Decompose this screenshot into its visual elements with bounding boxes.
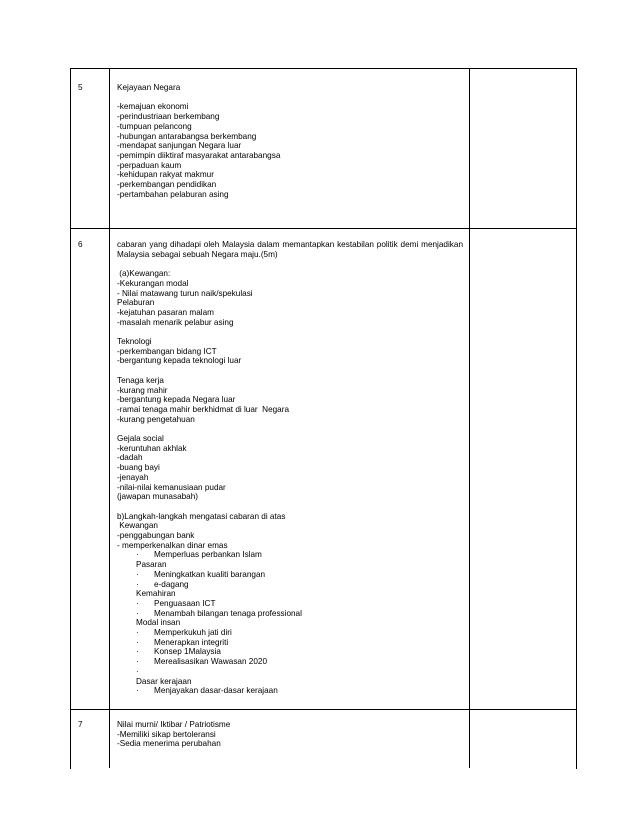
row-number-7: 7 — [78, 720, 83, 729]
list-item: -kemajuan ekonomi — [117, 102, 189, 112]
list-item: -kurang pengetahuan — [117, 414, 195, 424]
row-number-6: 6 — [78, 240, 83, 249]
bullet-item: · Menerapkan integriti — [136, 637, 229, 647]
list-item: -kejatuhan pasaran malam — [117, 307, 214, 317]
list-item: -kehidupan rakyat makmur — [117, 170, 214, 180]
subheading: Dasar kerajaan — [136, 676, 192, 686]
bullet-item: · Memperkukuh jati diri — [136, 628, 232, 638]
list-item: - memperkenalkan dinar emas — [117, 540, 228, 550]
bullet-item: · Meningkatkan kualiti barangan — [136, 569, 266, 579]
list-item: -bergantung kepada Negara luar — [117, 395, 236, 405]
row-number-5: 5 — [78, 83, 83, 92]
list-item: -perkembangan pendidikan — [117, 180, 217, 190]
list-item: Kewangan — [117, 521, 158, 531]
subheading: Pasaran — [136, 560, 167, 570]
subheading: Modal insan — [136, 618, 181, 628]
bullet-item: · Penguasaan ICT — [136, 598, 216, 608]
list-item: -perindustriaan berkembang — [117, 112, 220, 122]
row-divider-2 — [70, 709, 576, 710]
list-item: -masalah menarik pelabur asing — [117, 317, 234, 327]
list-item: -penggabungan bank — [117, 531, 195, 541]
list-item: -Sedia menerima perubahan — [117, 739, 221, 749]
list-item: Teknologi — [117, 337, 152, 346]
list-item: -kurang mahir — [117, 385, 168, 395]
list-item: (a)Kewangan: — [117, 269, 171, 279]
column-divider-1 — [109, 68, 110, 768]
list-item: -mendapat sanjungan Negara luar — [117, 141, 242, 151]
list-item: -pemimpin diiktiraf masyarakat antarabangsa — [117, 150, 281, 160]
bullet-item: · e-dagang — [136, 579, 189, 589]
list-item: Pelaburan — [117, 298, 155, 308]
list-item: -bergantung kepada teknologi luar — [117, 356, 242, 366]
bullet-item: · Konsep 1Malaysia — [136, 647, 221, 657]
subheading: Kemahiran — [136, 589, 176, 599]
list-item: -hubungan antarabangsa berkembang — [117, 131, 257, 141]
bullet-item: · Merealisasikan Wawasan 2020 — [136, 657, 268, 667]
row-5-title: Kejayaan Negara — [117, 83, 181, 92]
list-item: -perpaduan kaum — [117, 160, 182, 170]
column-divider-2 — [469, 68, 470, 768]
row-7-content — [117, 720, 463, 749]
list-item: (jawapan munasabah) — [117, 492, 199, 502]
list-item: -ramai tenaga mahir berkhidmat di luar Negara — [117, 404, 290, 414]
part-b-title: b)Langkah-langkah mengatasi cabaran di atas — [117, 511, 286, 521]
list-item: - Nilai matawang turun naik/spekulasi — [117, 288, 253, 298]
list-item: -dadah — [117, 453, 143, 463]
bullet-item: · Menambah bilangan tenaga professional — [136, 608, 302, 618]
row-divider-1 — [70, 228, 576, 229]
bullet-item: · Memperluas perbankan Islam — [136, 550, 262, 560]
list-item: -jenayah — [117, 472, 149, 482]
list-item: -tumpuan pelancong — [117, 121, 192, 131]
list-item: -nilai-nilai kemanusiaan pudar — [117, 482, 226, 492]
row-5-content — [117, 83, 463, 199]
list-item: -perkembangan bidang ICT — [117, 346, 217, 356]
row-7-title: Nilai murni/ Iktibar / Patriotisme — [117, 720, 231, 729]
question-intro: cabaran yang dihadapi oleh Malaysia dalam memantapkan kestabilan politik demi menjadikan Malaysia sebagai sebuah Negara maju.(5m) — [117, 240, 463, 259]
list-item: -buang bayi — [117, 463, 160, 473]
list-item: Gejala social — [117, 434, 164, 443]
list-item: -pertambahan pelaburan asing — [117, 189, 229, 199]
bullet-item: · Menjayakan dasar-dasar kerajaan — [136, 686, 278, 696]
list-item: -keruntuhan akhlak — [117, 443, 187, 453]
list-item: -Kekurangan modal — [117, 278, 189, 288]
row-6-content — [117, 240, 463, 696]
bullet-item: · — [136, 666, 139, 676]
list-item: -Memiliki sikap bertoleransi — [117, 729, 216, 739]
list-item: Tenaga kerja — [117, 375, 164, 385]
